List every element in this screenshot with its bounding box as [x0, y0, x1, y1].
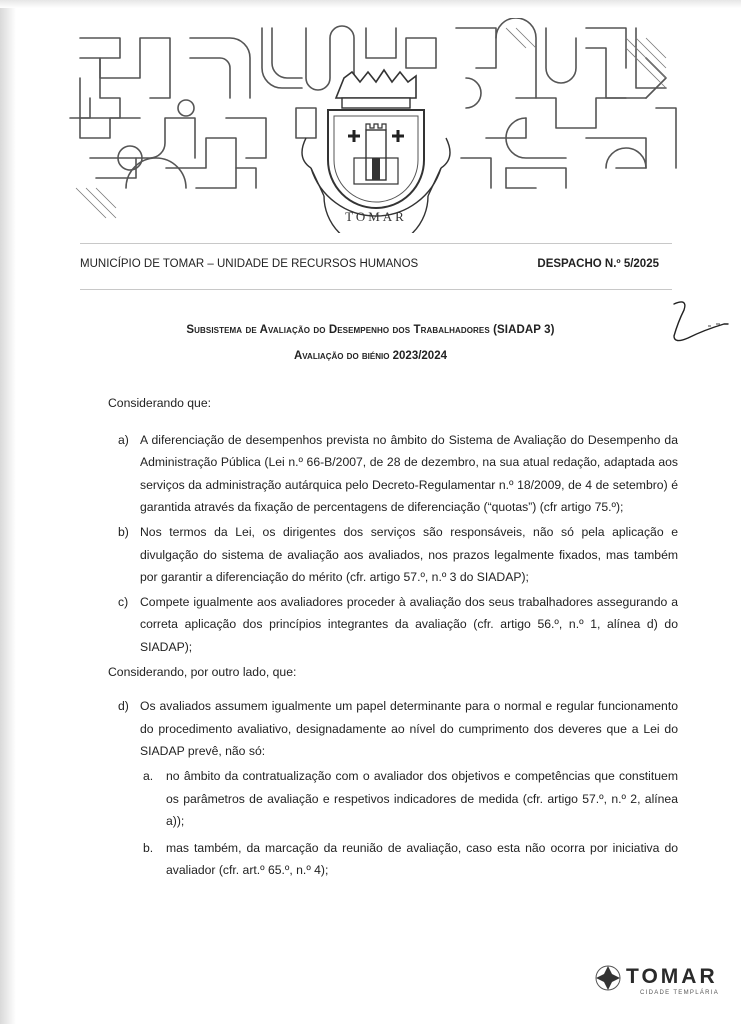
list-item	[108, 521, 678, 589]
sub-list-item	[108, 837, 678, 882]
item-marker: a)	[118, 432, 129, 447]
footer-brand: TOMAR	[626, 965, 718, 988]
document-subtitle: Avaliação do biénio 2023/2024	[294, 350, 447, 362]
crest-label: TOMAR	[345, 209, 407, 224]
signature-mark	[670, 298, 730, 344]
item-text: Compete igualmente aos avaliadores proceder à avaliação dos seus trabalhadores assegurando a correta aplicação dos princípios integrantes da avaliação (cfr. artigo 56.º, n.º 1, alínea d) do SIADAP);	[140, 594, 678, 654]
templar-cross-icon	[594, 964, 622, 992]
despacho-number: DESPACHO N.º 5/2025	[537, 258, 659, 270]
sub-item-marker: a.	[143, 768, 154, 783]
item-text: A diferenciação de desempenhos prevista no âmbito do Sistema de Avaliação do Desempenho da Administração Pública (Lei n.º 66-B/2007, de 28 de dezembro, na sua atual redação, adaptada aos serviços da administração autárquica pelo Decreto-Regulamentar n.º 18/2009, de 4 de setembro) é garantida através da fixação de percentagens de diferenciação (“quotas”) (cfr artigo 75.º);	[140, 432, 678, 515]
item-marker: b)	[118, 524, 129, 539]
header-divider-bottom	[80, 289, 672, 290]
department-label: MUNICÍPIO DE TOMAR – UNIDADE DE RECURSOS HUMANOS	[80, 258, 419, 270]
sub-item-text: no âmbito da contratualização com o avaliador dos objetivos e competências que constituem os parâmetros de avaliação e respetivos indicadores de medida (cfr. artigo 57.º, n.º 2, alínea a));	[166, 768, 678, 829]
footer-logo	[594, 964, 720, 1004]
item-marker: c)	[118, 594, 129, 609]
scan-shadow	[0, 0, 16, 1024]
list-item	[108, 429, 678, 519]
scan-shadow-top	[0, 0, 741, 8]
intro-considerando: Considerando que:	[108, 396, 211, 410]
list-item	[108, 695, 678, 763]
item-marker: d)	[118, 699, 129, 714]
footer-tagline: CIDADE TEMPLÁRIA	[640, 990, 720, 996]
document-title: Subsistema de Avaliação do Desempenho dos Trabalhadores (SIADAP 3)	[186, 324, 555, 336]
sub-item-text: mas também, da marcação da reunião de avaliação, caso esta não ocorra por iniciativa do avaliador (cfr. art.º 65.º, n.º 4);	[166, 840, 678, 878]
document-body	[108, 392, 678, 886]
header-divider-top	[80, 243, 672, 244]
item-text: Os avaliados assumem igualmente um papel determinante para o normal e regular funcionamento do procedimento avaliativo, designadamente ao nível do cumprimento dos deveres que a Lei do SIADAP prevê, não só:	[140, 699, 678, 759]
sub-list-item	[108, 765, 678, 833]
sub-item-marker: b.	[143, 840, 154, 855]
item-text: Nos termos da Lei, os dirigentes dos serviços são responsáveis, não só pela aplicação e divulgação do sistema de avaliação aos avaliados, nos prazos legalmente fixados, mas também por garantir a diferenciação do mérito (cfr. artigo 57.º, n.º 3 do SIADAP);	[140, 524, 678, 585]
intro-considerando-outro: Considerando, por outro lado, que:	[108, 664, 297, 679]
header-ornament	[66, 18, 686, 233]
list-item	[108, 591, 678, 659]
